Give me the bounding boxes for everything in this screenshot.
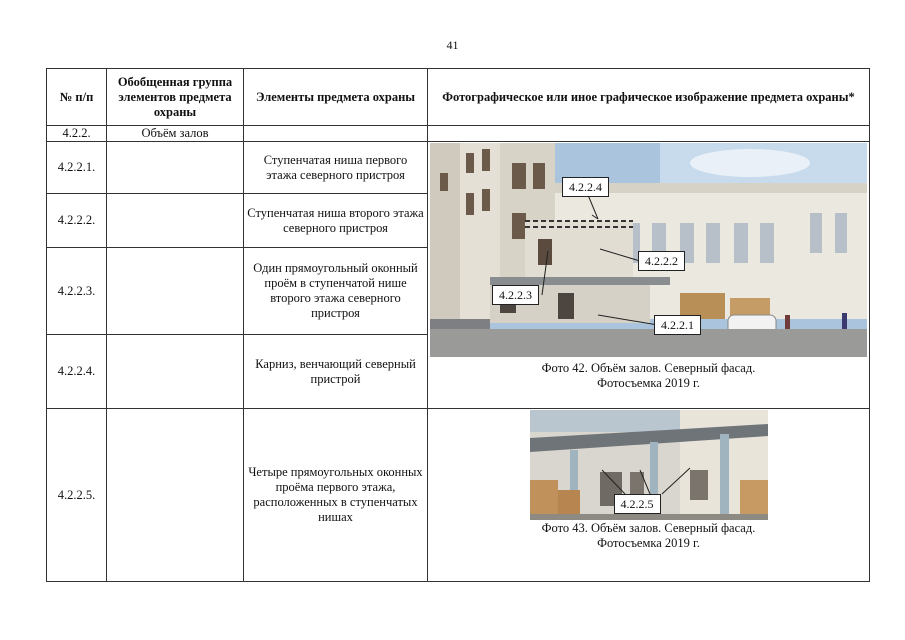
protection-subject-table (46, 68, 870, 582)
callout-4-2-2-1: 4.2.2.1 (654, 315, 701, 335)
table-row (47, 409, 870, 582)
row-element: Один прямоугольный оконный проём в ступенчатой нише второго этажа северного пристроя (244, 248, 428, 335)
row-num: 4.2.2.4. (47, 335, 107, 409)
section-row (47, 126, 870, 142)
caption-line: Фотосъемка 2019 г. (597, 536, 700, 550)
table-row (47, 142, 870, 194)
header-photo: Фотографическое или иное графическое изображение предмета охраны* (428, 69, 870, 126)
callout-4-2-2-4: 4.2.2.4 (562, 177, 609, 197)
header-elements: Элементы предмета охраны (244, 69, 428, 126)
photo-42-caption (428, 361, 869, 391)
header-num: № п/п (47, 69, 107, 126)
row-element: Ступенчатая ниша второго этажа северного пристроя (244, 194, 428, 248)
photo-42 (430, 143, 867, 357)
row-element: Ступенчатая ниша первого этажа северного пристроя (244, 142, 428, 194)
photo-cell-1 (428, 142, 870, 409)
row-num: 4.2.2.1. (47, 142, 107, 194)
callout-4-2-2-5: 4.2.2.5 (614, 494, 661, 514)
callout-4-2-2-2: 4.2.2.2 (638, 251, 685, 271)
photo-43 (530, 410, 768, 520)
row-num: 4.2.2.2. (47, 194, 107, 248)
section-num: 4.2.2. (47, 126, 107, 142)
table-header-row (47, 69, 870, 126)
section-group: Объём залов (107, 126, 244, 142)
photo-43-caption (428, 521, 869, 551)
caption-line: Фото 43. Объём залов. Северный фасад. (541, 521, 756, 535)
caption-line: Фото 42. Объём залов. Северный фасад. (541, 361, 756, 375)
photo-cell-2 (428, 409, 870, 582)
row-element: Четыре прямоугольных оконных проёма первого этажа, расположенных в ступенчатых нишах (244, 409, 428, 582)
row-element: Карниз, венчающий северный пристрой (244, 335, 428, 409)
callout-4-2-2-3: 4.2.2.3 (492, 285, 539, 305)
header-group: Обобщенная группа элементов предмета охраны (107, 69, 244, 126)
row-num: 4.2.2.3. (47, 248, 107, 335)
page-number: 41 (446, 38, 459, 52)
caption-line: Фотосъемка 2019 г. (597, 376, 700, 390)
building-north-facade-photo (430, 143, 867, 357)
row-num: 4.2.2.5. (47, 409, 107, 582)
